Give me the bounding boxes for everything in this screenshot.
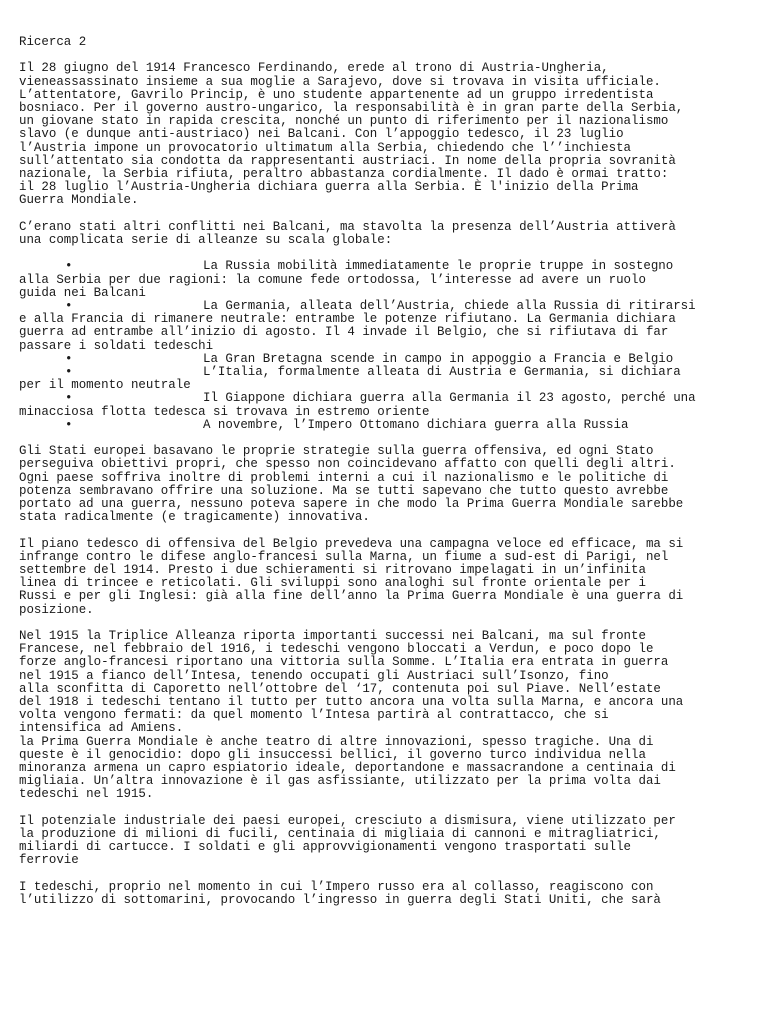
- text-line: Guerra Mondiale.: [19, 193, 139, 208]
- paragraphs-after-list: [19, 445, 759, 907]
- text-line: Il potenziale industriale dei paesi europei, cresciuto a dismisura, viene utilizzato per: [19, 813, 676, 828]
- text-line: miliardi di cartucce. I soldati e gli approvvigionamenti vengono trasportati sulle: [19, 840, 632, 855]
- bullet-first-line: [19, 392, 759, 405]
- text-line: settembre del 1914. Presto i due schieramenti si ritrovano impelagati in un’infinita: [19, 563, 646, 578]
- paragraph: [19, 445, 759, 524]
- document-page: [19, 36, 759, 920]
- bullet-continuation-line: alla Serbia per due ragioni: la comune fede ortodossa, l’interesse ad avere un ruolo: [19, 272, 646, 287]
- text-line: una complicata serie di alleanze su scala globale:: [19, 233, 393, 248]
- text-line: ferrovie: [19, 853, 79, 868]
- bullet-text: La Gran Bretagna scende in campo in appoggio a Francia e Belgio: [203, 351, 674, 366]
- text-line: intensifica ad Amiens.: [19, 721, 184, 736]
- bullet-dot-icon: •: [65, 351, 73, 366]
- text-line: Gli Stati europei basavano le proprie strategie sulla guerra offensiva, ed ogni Stato: [19, 444, 654, 459]
- paragraph: [19, 62, 759, 207]
- text-line: Nel 1915 la Triplice Alleanza riporta importanti successi nei Balcani, ma sul fronte: [19, 629, 646, 644]
- text-line: l’utilizzo di sottomarini, provocando l’ingresso in guerra degli Stati Uniti, che sarà: [19, 893, 661, 908]
- text-line: queste è il genocidio: dopo gli insuccessi bellici, il governo turco individua nella: [19, 747, 646, 762]
- text-line: la produzione di milioni di fucili, centinaia di migliaia di cannoni e mitragliatrici,: [19, 827, 661, 842]
- text-line: infrange contro le difese anglo-francesi sulla Marna, un fiume a sud-est di Parigi, nel: [19, 549, 669, 564]
- bullet-text: A novembre, l’Impero Ottomano dichiara guerra alla Russia: [203, 417, 629, 432]
- bullet-text: L’Italia, formalmente alleata di Austria e Germania, si dichiara: [203, 365, 681, 380]
- text-line: Il 28 giugno del 1914 Francesco Ferdinando, erede al trono di Austria-Ungheria,: [19, 61, 609, 76]
- bullet-item: [19, 419, 759, 432]
- paragraph: [19, 881, 759, 907]
- paragraph: [19, 815, 759, 868]
- text-line: Ogni paese soffriva inoltre di problemi interni a cui il nazionalismo e le politiche di: [19, 470, 669, 485]
- paragraphs-before-list: [19, 62, 759, 247]
- bullet-dot-icon: •: [65, 391, 73, 406]
- text-line: posizione.: [19, 602, 94, 617]
- bullet-text: La Russia mobilità immediatamente le proprie truppe in sostegno: [203, 259, 674, 274]
- text-line: Il piano tedesco di offensiva del Belgio prevedeva una campagna veloce ed efficace, ma si: [19, 536, 684, 551]
- text-line: I tedeschi, proprio nel momento in cui l’Impero russo era al collasso, reagiscono con: [19, 879, 654, 894]
- text-line: vieneassassinato insieme a sua moglie a Sarajevo, dove si trovava in visita ufficiale.: [19, 74, 661, 89]
- bullet-item: [19, 366, 759, 392]
- bullet-continuation-line: passare i soldati tedeschi: [19, 338, 214, 353]
- text-line: del 1918 i tedeschi tentano il tutto per tutto ancora una volta sulla Marna, e ancora una: [19, 695, 684, 710]
- text-line: forze anglo-francesi riportano una vittoria sulla Somme. L’Italia era entrata in guerra: [19, 655, 669, 670]
- text-line: nazionale, la Serbia rifiuta, peraltro abbastanza cordialmente. Il dado è ormai tratto:: [19, 167, 669, 182]
- text-line: perseguiva obiettivi propri, che spesso non coincidevano affatto con quelli degli altri.: [19, 457, 676, 472]
- bullet-dot-icon: •: [65, 417, 73, 432]
- text-line: l’Austria impone un provocatorio ultimatum alla Serbia, chiedendo che l’’inchiesta: [19, 140, 632, 155]
- text-line: L’attentatore, Gavrilo Princip, è uno studente appartenente ad un gruppo irredentista: [19, 87, 654, 102]
- bullet-dot-icon: •: [65, 259, 73, 274]
- bullet-text: La Germania, alleata dell’Austria, chiede alla Russia di ritirarsi: [203, 299, 696, 314]
- bullet-first-line: [19, 260, 759, 273]
- text-line: slavo (e dunque anti-austriaco) nei Balcani. Con l’appoggio tedesco, il 23 luglio: [19, 127, 624, 142]
- text-line: C’erano stati altri conflitti nei Balcani, ma stavolta la presenza dell’Austria attiverà: [19, 219, 676, 234]
- text-line: alla sconfitta di Caporetto nell’ottobre del ‘17, contenuta poi sul Piave. Nell’estate: [19, 681, 661, 696]
- text-line: il 28 luglio l’Austria-Ungheria dichiara guerra alla Serbia. È l'inizio della Prima: [19, 180, 639, 195]
- bullet-continuation-line: guida nei Balcani: [19, 285, 146, 300]
- text-line: linea di trincee e reticolati. Gli sviluppi sono analoghi sul fronte orientale per i: [19, 576, 646, 591]
- document-title: Ricerca 2: [19, 35, 87, 49]
- bullet-continuation-line: e alla Francia di rimanere neutrale: entrambe le potenze rifiutano. La Germania dichiara: [19, 312, 676, 327]
- text-line: potenza sembravano offrire una soluzione. Ma se tutti sapevano che tutto questo avrebbe: [19, 483, 669, 498]
- text-line: minoranza armena un capro espiatorio ideale, deportandone e massacrandone a centinaia di: [19, 761, 676, 776]
- bullet-continuation-line: minacciosa flotta tedesca si trovava in estremo oriente: [19, 404, 430, 419]
- text-line: sull’attentato sia condotta da rappresentanti austriaci. In nome della propria sovranità: [19, 153, 676, 168]
- bullet-dot-icon: •: [65, 299, 73, 314]
- bullet-text: Il Giappone dichiara guerra alla Germania il 23 agosto, perché una: [203, 391, 696, 406]
- text-line: la Prima Guerra Mondiale è anche teatro di altre innovazioni, spesso tragiche. Una di: [19, 734, 654, 749]
- text-line: migliaia. Un’altra innovazione è il gas asfissiante, utilizzato per la prima volta dai: [19, 774, 661, 789]
- bullet-continuation-line: guerra ad entrambe all’inizio di agosto. Il 4 invade il Belgio, che si rifiutava di far: [19, 325, 669, 340]
- text-line: Russi e per gli Inglesi: già alla fine dell’anno la Prima Guerra Mondiale è una guerra di: [19, 589, 684, 604]
- text-line: stata radicalmente (e tragicamente) innovativa.: [19, 510, 370, 525]
- text-line: tedeschi nel 1915.: [19, 787, 154, 802]
- bullet-first-line: [19, 419, 759, 432]
- paragraph: [19, 538, 759, 617]
- bullet-item: [19, 392, 759, 418]
- bullet-dot-icon: •: [65, 365, 73, 380]
- text-line: bosniaco. Per il governo austro-ungarico, la responsabilità è in gran parte della Serbia,: [19, 101, 684, 115]
- text-line: un giovane stato in rapida crescita, nonché un punto di riferimento per il nazionalismo: [19, 114, 669, 129]
- bullet-continuation-line: per il momento neutrale: [19, 378, 191, 393]
- text-line: volta vengono fermati: da quel momento l’Intesa partirà al contrattacco, che si: [19, 708, 609, 723]
- paragraph: [19, 221, 759, 247]
- text-line: nel 1915 a fianco dell’Intesa, tenendo occupati gli Austriaci sull’Isonzo, fino: [19, 668, 609, 683]
- alliances-bullet-list: [19, 260, 759, 432]
- bullet-item: [19, 300, 759, 353]
- bullet-item: [19, 260, 759, 300]
- text-line: portato ad una guerra, nessuno poteva sapere in che modo la Prima Guerra Mondiale sarebbe: [19, 497, 684, 512]
- paragraph: [19, 630, 759, 802]
- text-line: Francese, nel febbraio del 1916, i tedeschi vengono bloccati a Verdun, e poco dopo le: [19, 642, 654, 657]
